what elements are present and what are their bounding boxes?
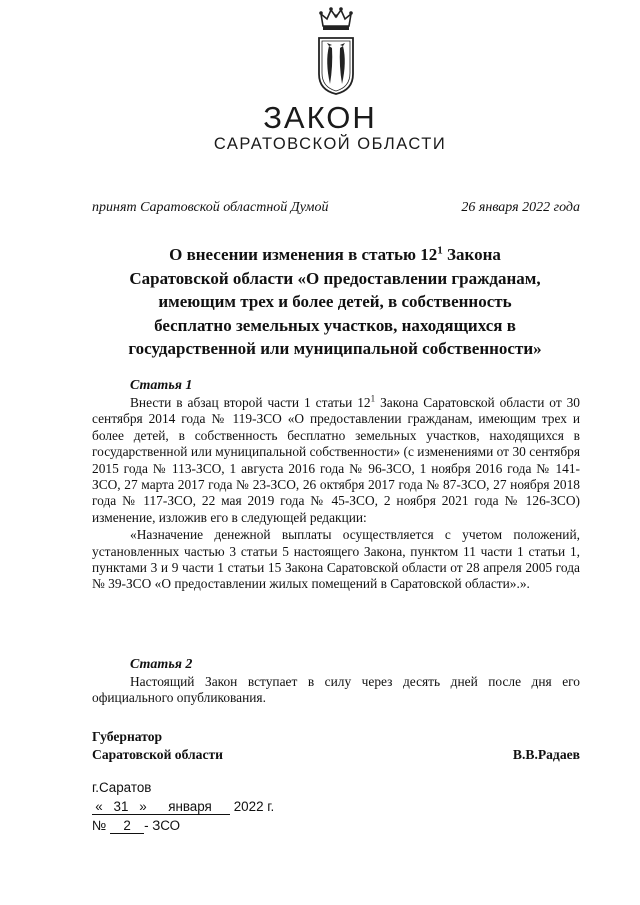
article-1-paragraph-2: «Назначение денежной выплаты осуществляется с учетом положений, установленных частью 3 статьи 5 настоящего Закона, пунктом 11 части 1 статьи 1, пунктами 3 и 9 части 1 статьи 15 Закона Саратовской области от 28 апреля 2005 года № 39-ЗСО «О предоставлении жилых помещений в Саратовской области».».: [92, 527, 580, 592]
footer-number: 2: [110, 819, 144, 834]
footer-day: 31: [106, 800, 136, 815]
heading-line-1: [80, 243, 590, 267]
article-2-paragraph-1: Настоящий Закон вступает в силу через десять дней после дня его официального опубликования.: [92, 674, 580, 706]
article-1-paragraph-1-tail: Закона Саратовской области от 30 сентября 2014 года № 119-ЗСО «О предоставлении гражданам, имеющим трех и более детей, в собственность бесплатно земельных участков, находящихся в государственной или муниципальной собственности» (с изменениями от 30 сентября 2015 года № 113-ЗСО, 1 августа 2016 года № 96-ЗСО, 1 ноября 2016 года № 141-ЗСО, 27 марта 2017 года № 23-ЗСО, 26 октября 2017 года № 87-ЗСО, 27 ноября 2018 года № 117-ЗСО, 22 мая 2019 года № 45-ЗСО, 2 ноября 2021 года № 126-ЗСО) изменение, изложив его в следующей редакции:: [92, 395, 580, 525]
signer-name: В.В.Радаев: [512, 747, 580, 762]
footer-number-prefix: №: [92, 818, 107, 833]
article-1-body: [92, 395, 580, 593]
article-1-paragraph-1-text: Внести в абзац второй части 1 статьи 12: [130, 395, 371, 410]
footer-open-quote: «: [92, 800, 106, 815]
article-1-label: Статья 1: [130, 378, 193, 393]
law-subtitle: САРАТОВСКОЙ ОБЛАСТИ: [213, 135, 447, 153]
heading-line-1-tail: Закона: [442, 245, 501, 264]
law-heading: [80, 243, 590, 361]
signer-position-line-1: Губернатор: [92, 729, 163, 744]
adopted-by-text: принят Саратовской областной Думой: [92, 200, 329, 215]
footer-city: г.Саратов: [92, 780, 152, 795]
heading-line-2: Саратовской области «О предоставлении гражданам,: [129, 268, 541, 288]
adopted-date-text: 26 января 2022 года: [461, 200, 580, 215]
heading-line-4: бесплатно земельных участков, находящихся в: [154, 315, 516, 335]
article-1-superscript: 1: [370, 393, 376, 404]
heading-line-5: государственной или муниципальной собственности»: [128, 339, 542, 358]
footer-date-line: [92, 797, 274, 816]
coat-of-arms-emblem: [315, 4, 357, 96]
document-footer: [92, 778, 274, 835]
footer-number-suffix: - ЗСО: [144, 818, 181, 833]
article-1-paragraph-1: [92, 395, 580, 526]
signature-block: [92, 728, 580, 764]
heading-line-3: имеющим трех и более детей, в собственность: [158, 292, 512, 311]
signer-position-line-2: Саратовской области: [92, 747, 224, 762]
heading-superscript: 1: [437, 244, 443, 257]
article-2-body: [92, 674, 580, 707]
article-2-label: Статья 2: [130, 657, 193, 672]
footer-number-line: [92, 816, 274, 835]
footer-close-quote: »: [136, 800, 150, 815]
footer-year: 2022 г.: [233, 799, 275, 814]
footer-month: января: [150, 800, 230, 815]
law-title: ЗАКОН: [263, 100, 377, 135]
heading-line-1-text: О внесении изменения в статью 12: [169, 245, 438, 264]
